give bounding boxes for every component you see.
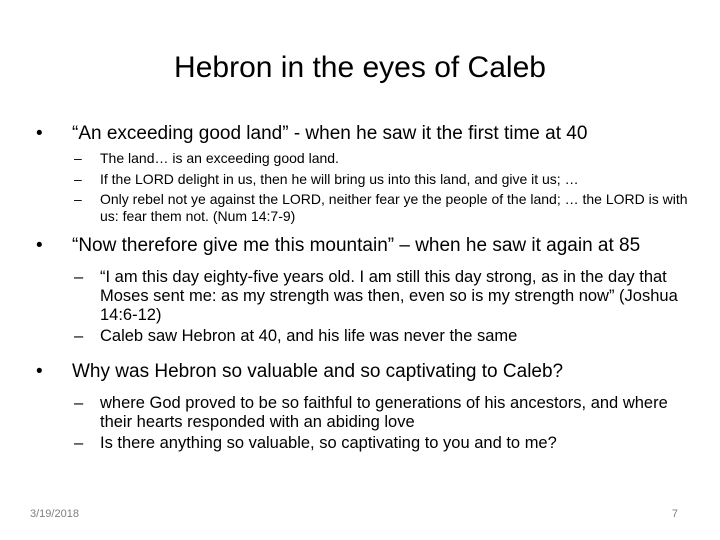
bullet-1-subs (74, 149, 692, 225)
slide-content (32, 120, 692, 453)
sub-item (74, 327, 692, 346)
footer-date: 3/19/2018 (30, 508, 79, 520)
sub-item (74, 149, 692, 168)
sub-marker: – (74, 434, 84, 452)
bullet-marker: • (36, 123, 43, 144)
sub-item-text: Caleb saw Hebron at 40, and his life was never the same (100, 327, 518, 345)
bullet-2-text: “Now therefore give me this mountain” – when he saw it again at 85 (72, 235, 641, 256)
slide-title: Hebron in the eyes of Caleb (174, 51, 546, 84)
bullet-marker: • (36, 361, 43, 382)
page-number: 7 (671, 508, 678, 520)
bullet-marker: • (36, 235, 43, 256)
bullet-2 (32, 234, 692, 258)
sub-item (74, 268, 692, 325)
sub-item-text: “I am this day eighty-five years old. I am still this day strong, as in the day that Moses sent me: as my strength was then, even so is my strength now” (Joshua 14:6-12) (100, 268, 678, 324)
sub-item (74, 434, 692, 453)
bullet-1 (32, 122, 692, 146)
sub-item-text: where God proved to be so faithful to generations of his ancestors, and where their hearts responded with an abiding love (100, 394, 668, 431)
bullet-3-subs (74, 394, 692, 453)
sub-item-text: The land… is an exceeding good land. (100, 150, 339, 166)
sub-marker: – (74, 327, 84, 345)
bullet-3 (32, 360, 692, 384)
sub-item (74, 394, 692, 432)
sub-item (74, 191, 692, 225)
sub-marker: – (74, 394, 84, 412)
sub-item (74, 170, 692, 189)
sub-item-text: If the LORD delight in us, then he will bring us into this land, and give it us; … (100, 171, 579, 187)
sub-marker: – (74, 268, 84, 286)
sub-item-text: Is there anything so valuable, so captivating to you and to me? (100, 434, 557, 452)
sub-marker: – (74, 150, 82, 166)
bullet-3-text: Why was Hebron so valuable and so captivating to Caleb? (72, 361, 564, 382)
sub-marker: – (74, 191, 82, 207)
bullet-2-subs (74, 268, 692, 346)
bullet-1-text: “An exceeding good land” - when he saw it the first time at 40 (72, 123, 588, 144)
sub-item-text: Only rebel not ye against the LORD, neither fear ye the people of the land; … the LORD is with us: fear them not. (Num 14:7-9) (100, 191, 688, 224)
sub-marker: – (74, 171, 82, 187)
